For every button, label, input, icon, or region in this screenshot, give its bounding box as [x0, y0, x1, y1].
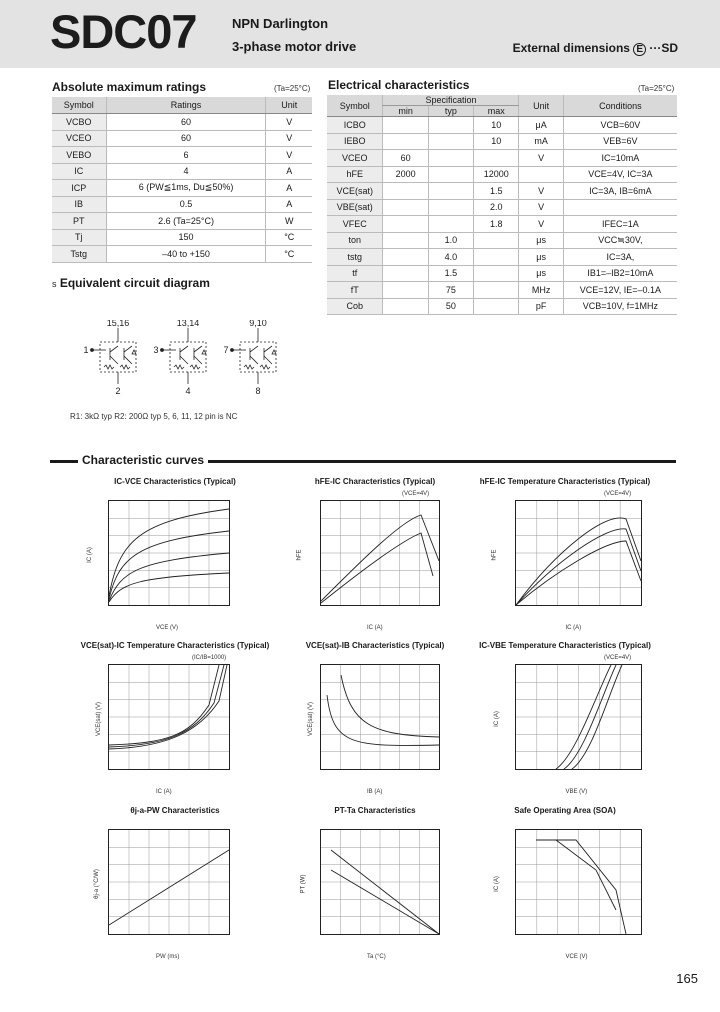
abs-row: [52, 147, 312, 164]
abs-condition: (Ta=25°C): [274, 84, 311, 93]
elec-col-spec: Specification: [383, 95, 519, 106]
abs-row: [52, 229, 312, 246]
data-curve: [331, 870, 439, 934]
transistor-emitter: [124, 356, 132, 364]
elec-row: [327, 183, 677, 200]
transistor-emitter: [180, 356, 188, 364]
data-curve: [109, 665, 224, 747]
abs-symbol: IC: [52, 163, 106, 180]
chart-title: IC-VBE Temperature Characteristics (Typical): [479, 641, 651, 650]
chart-ylabel: IC (A): [493, 711, 500, 727]
ext-dim-label: External dimensions: [512, 41, 630, 55]
abs-rating: –40 to +150: [106, 246, 266, 263]
transistor-collector: [250, 346, 258, 352]
pin-dot: [161, 349, 164, 352]
chart-graphic: [321, 665, 439, 769]
abs-row: [52, 196, 312, 213]
elec-max: 2.0: [473, 199, 518, 216]
chart-xlabel: VCE (V): [156, 625, 179, 631]
pin-label-left: 7: [223, 345, 229, 355]
abs-rating: 60: [106, 130, 266, 147]
elec-unit: μs: [519, 265, 563, 282]
elec-col-min: min: [383, 106, 428, 117]
abs-symbol: PT: [52, 213, 106, 230]
elec-unit: [519, 166, 563, 183]
elec-min: [383, 199, 428, 216]
chart-graphic: [109, 830, 229, 934]
elec-unit: μs: [519, 232, 563, 249]
elec-condition: [563, 199, 677, 216]
chart-title: Safe Operating Area (SOA): [514, 806, 616, 815]
chart-title: PT-Ta Characteristics: [334, 806, 416, 815]
equivalent-circuit-diagram: [70, 320, 290, 400]
curves-title: Characteristic curves: [78, 453, 208, 467]
chart-graphic: [321, 830, 439, 934]
elec-typ: [428, 133, 473, 150]
elec-condition: VCC≒30V,: [563, 232, 677, 249]
elec-condition: IC=3A, IB=6mA: [563, 183, 677, 200]
elec-symbol: tstg: [327, 249, 383, 266]
data-curve: [341, 675, 439, 737]
elec-symbol: IEBO: [327, 133, 383, 150]
abs-unit: A: [266, 163, 312, 180]
abs-symbol: IB: [52, 196, 106, 213]
transistor-emitter: [250, 356, 258, 364]
elec-symbol: tf: [327, 265, 383, 282]
diode: [202, 350, 206, 354]
resistor: [174, 365, 184, 369]
abs-rating: 4: [106, 163, 266, 180]
elec-max: 10: [473, 117, 518, 134]
elec-typ: 50: [428, 298, 473, 315]
abs-symbol: Tj: [52, 229, 106, 246]
abs-max-table: [52, 97, 312, 263]
elec-min: [383, 216, 428, 233]
elec-min: [383, 249, 428, 266]
abs-unit: V: [266, 130, 312, 147]
chart-ylabel: VCE(sat) (V): [308, 701, 315, 737]
elec-condition: IC=3A,: [563, 249, 677, 266]
elec-max: 1.8: [473, 216, 518, 233]
abs-symbol: Tstg: [52, 246, 106, 263]
abs-col-ratings: Ratings: [106, 97, 266, 114]
elec-row: [327, 216, 677, 233]
elec-max: [473, 249, 518, 266]
header-band: [0, 0, 720, 68]
elec-min: [383, 282, 428, 299]
part-number: SDC07: [50, 5, 197, 58]
chart-ylabel: VCE(sat) (V): [96, 701, 103, 737]
pin-label-left: 3: [153, 345, 159, 355]
elec-row: [327, 199, 677, 216]
elec-row: [327, 133, 677, 150]
abs-rating: 6 (PW≦1ms, Du≦50%): [106, 180, 266, 197]
page-number: 165: [676, 971, 698, 986]
chart-graphic: [321, 501, 439, 605]
data-curve: [536, 840, 626, 934]
curves-header: [50, 453, 676, 471]
chart-plot-area: [515, 664, 642, 770]
transistor-collector: [180, 346, 188, 352]
elec-row: [327, 232, 677, 249]
elec-symbol: hFE: [327, 166, 383, 183]
pin-label-top: 13,14: [176, 320, 200, 328]
elec-max: 10: [473, 133, 518, 150]
elec-min: [383, 183, 428, 200]
elec-symbol: VBE(sat): [327, 199, 383, 216]
chart-plot-area: [320, 664, 440, 770]
chart-plot-area: [320, 829, 440, 935]
abs-rating: 0.5: [106, 196, 266, 213]
transistor-emitter: [264, 356, 272, 364]
resistor: [260, 365, 270, 369]
transistor-emitter: [194, 356, 202, 364]
elec-condition: VCE=4V, IC=3A: [563, 166, 677, 183]
elec-col-max: max: [473, 106, 518, 117]
abs-unit: A: [266, 180, 312, 197]
circuit-title-text: Equivalent circuit diagram: [59, 276, 210, 290]
chart-condition: (VCE=4V): [604, 491, 632, 497]
resistor: [104, 365, 114, 369]
external-dimensions: [513, 41, 678, 55]
chart-xlabel: IB (A): [367, 789, 383, 795]
chart-graphic: [516, 830, 641, 934]
chart-condition: (VCE=4V): [402, 491, 430, 497]
chart-title: θj-a-PW Characteristics: [130, 806, 220, 815]
abs-row: [52, 163, 312, 180]
elec-condition: VEB=6V: [563, 133, 677, 150]
application: 3-phase motor drive: [232, 39, 357, 54]
chart-title: IC-VCE Characteristics (Typical): [114, 477, 236, 486]
elec-typ: [428, 183, 473, 200]
abs-row: [52, 130, 312, 147]
chart-ylabel: IC (A): [86, 547, 93, 563]
elec-min: 60: [383, 150, 428, 167]
electrical-table: [327, 95, 677, 315]
resistor: [190, 365, 200, 369]
resistor: [244, 365, 254, 369]
chart-plot-area: [320, 500, 440, 606]
elec-symbol: Cob: [327, 298, 383, 315]
abs-symbol: ICP: [52, 180, 106, 197]
elec-row: [327, 166, 677, 183]
abs-symbol: VCBO: [52, 114, 106, 131]
elec-row: [327, 265, 677, 282]
abs-unit: A: [266, 196, 312, 213]
elec-condition: VCB=10V, f=1MHz: [563, 298, 677, 315]
abs-rating: 60: [106, 114, 266, 131]
pin-label-bottom: 8: [255, 386, 261, 396]
elec-min: [383, 133, 428, 150]
chart-graphic: [109, 501, 229, 605]
chart-plot-area: [515, 500, 642, 606]
elec-typ: [428, 166, 473, 183]
pin-dot: [231, 349, 234, 352]
chart-xlabel: IC (A): [156, 789, 172, 795]
elec-symbol: VCEO: [327, 150, 383, 167]
elec-symbol: VCE(sat): [327, 183, 383, 200]
abs-unit: W: [266, 213, 312, 230]
elec-condition: IFEC=1A: [563, 216, 677, 233]
chart-xlabel: Ta (°C): [367, 954, 386, 960]
data-curve: [109, 665, 219, 745]
abs-unit: V: [266, 114, 312, 131]
chart-plot-area: [515, 829, 642, 935]
elec-condition: IB1=–IB2=10mA: [563, 265, 677, 282]
ext-dim-suffix: ···SD: [649, 41, 678, 55]
elec-typ: 1.0: [428, 232, 473, 249]
transistor-emitter: [110, 356, 118, 364]
pin-dot: [91, 349, 94, 352]
abs-title: Absolute maximum ratings: [52, 80, 207, 94]
chart-ylabel: IC (A): [493, 876, 500, 892]
circuit-block: [170, 342, 206, 372]
chart-plot-area: [108, 829, 230, 935]
chart-xlabel: IC (A): [565, 625, 582, 631]
elec-symbol: VFEC: [327, 216, 383, 233]
transistor-collector: [264, 346, 272, 352]
chart-graphic: [516, 665, 641, 769]
elec-symbol: fT: [327, 282, 383, 299]
elec-max: [473, 298, 518, 315]
elec-row: [327, 249, 677, 266]
chart-xlabel: PW (ms): [156, 954, 180, 960]
resistor: [120, 365, 130, 369]
pin-label-top: 15,16: [106, 320, 130, 328]
elec-condition: VCB=60V: [563, 117, 677, 134]
elec-min: 2000: [383, 166, 428, 183]
transistor-collector: [110, 346, 118, 352]
elec-max: [473, 232, 518, 249]
chart-xlabel: IC (A): [367, 625, 383, 631]
chart-plot-area: [108, 500, 230, 606]
chart-plot-area: [108, 664, 230, 770]
abs-row: [52, 213, 312, 230]
elec-col-unit: Unit: [519, 95, 563, 117]
elec-col-typ: typ: [428, 106, 473, 117]
elec-symbol: ton: [327, 232, 383, 249]
chart-graphic: [516, 501, 641, 605]
elec-row: [327, 117, 677, 134]
chart-ylabel: PT (W): [300, 874, 307, 894]
elec-unit: pF: [519, 298, 563, 315]
abs-unit: V: [266, 147, 312, 164]
elec-col-symbol: Symbol: [327, 95, 383, 117]
elec-typ: [428, 216, 473, 233]
diode: [272, 350, 276, 354]
transistor-collector: [194, 346, 202, 352]
abs-unit: °C: [266, 229, 312, 246]
chart-xlabel: VBE (V): [565, 789, 588, 795]
elec-max: 12000: [473, 166, 518, 183]
elec-unit: mA: [519, 133, 563, 150]
elec-unit: μA: [519, 117, 563, 134]
elec-condition: VCE=12V, IE=–0.1A: [563, 282, 677, 299]
chart-graphic: [109, 665, 229, 769]
elec-typ: 1.5: [428, 265, 473, 282]
abs-row: [52, 180, 312, 197]
elec-min: [383, 265, 428, 282]
pin-label-bottom: 2: [115, 386, 121, 396]
chart-condition: (VCE=4V): [604, 655, 632, 661]
chart-title: VCE(sat)-IB Characteristics (Typical): [305, 641, 445, 650]
elec-col-conditions: Conditions: [563, 95, 677, 117]
data-curve: [331, 850, 439, 934]
elec-row: [327, 282, 677, 299]
abs-row: [52, 246, 312, 263]
elec-row: [327, 150, 677, 167]
elec-max: [473, 265, 518, 282]
elec-row: [327, 298, 677, 315]
chart-condition: (IC/IB=1000): [192, 655, 227, 661]
data-curve: [327, 695, 439, 745]
elec-condition: IC=10mA: [563, 150, 677, 167]
elec-min: [383, 232, 428, 249]
pin-label-left: 1: [83, 345, 89, 355]
abs-row: [52, 114, 312, 131]
elec-unit: V: [519, 199, 563, 216]
elec-max: 1.5: [473, 183, 518, 200]
chart-title: VCE(sat)-IC Temperature Characteristics (Typical): [80, 641, 270, 650]
abs-rating: 2.6 (Ta=25°C): [106, 213, 266, 230]
data-curve: [109, 665, 227, 749]
chart-ylabel: hFE: [491, 549, 498, 561]
abs-rating: 6: [106, 147, 266, 164]
abs-unit: °C: [266, 246, 312, 263]
pin-label-top: 9,10: [249, 320, 267, 328]
elec-max: [473, 282, 518, 299]
diode: [132, 350, 136, 354]
elec-typ: [428, 199, 473, 216]
elec-condition: (Ta=25°C): [638, 84, 675, 93]
elec-unit: μs: [519, 249, 563, 266]
pin-label-bottom: 4: [185, 386, 191, 396]
abs-symbol: VCEO: [52, 130, 106, 147]
chart-xlabel: VCE (V): [565, 954, 588, 960]
transistor-collector: [124, 346, 132, 352]
elec-typ: [428, 117, 473, 134]
chart-title: hFE-IC Temperature Characteristics (Typical): [479, 477, 651, 486]
chart-ylabel: θj-a (°C/W): [93, 869, 100, 899]
abs-col-unit: Unit: [266, 97, 312, 114]
elec-min: [383, 117, 428, 134]
chart-title: hFE-IC Characteristics (Typical): [314, 477, 436, 486]
abs-rating: 150: [106, 229, 266, 246]
data-curve: [321, 533, 433, 603]
circuit-title: [52, 276, 210, 290]
elec-max: [473, 150, 518, 167]
circuit-note: R1: 3kΩ typ R2: 200Ω typ 5, 6, 11, 12 pin is NC: [70, 412, 238, 421]
elec-unit: V: [519, 150, 563, 167]
elec-symbol: ICBO: [327, 117, 383, 134]
elec-min: [383, 298, 428, 315]
elec-typ: 4.0: [428, 249, 473, 266]
elec-unit: V: [519, 216, 563, 233]
elec-title: Electrical characteristics: [328, 78, 470, 92]
elec-typ: [428, 150, 473, 167]
circuit-bullet: s: [52, 279, 57, 289]
abs-symbol: VEBO: [52, 147, 106, 164]
elec-typ: 75: [428, 282, 473, 299]
elec-unit: MHz: [519, 282, 563, 299]
device-type: NPN Darlington: [232, 16, 329, 31]
elec-unit: V: [519, 183, 563, 200]
abs-col-symbol: Symbol: [52, 97, 106, 114]
ext-dim-code: E: [633, 43, 646, 56]
chart-ylabel: hFE: [296, 549, 303, 561]
